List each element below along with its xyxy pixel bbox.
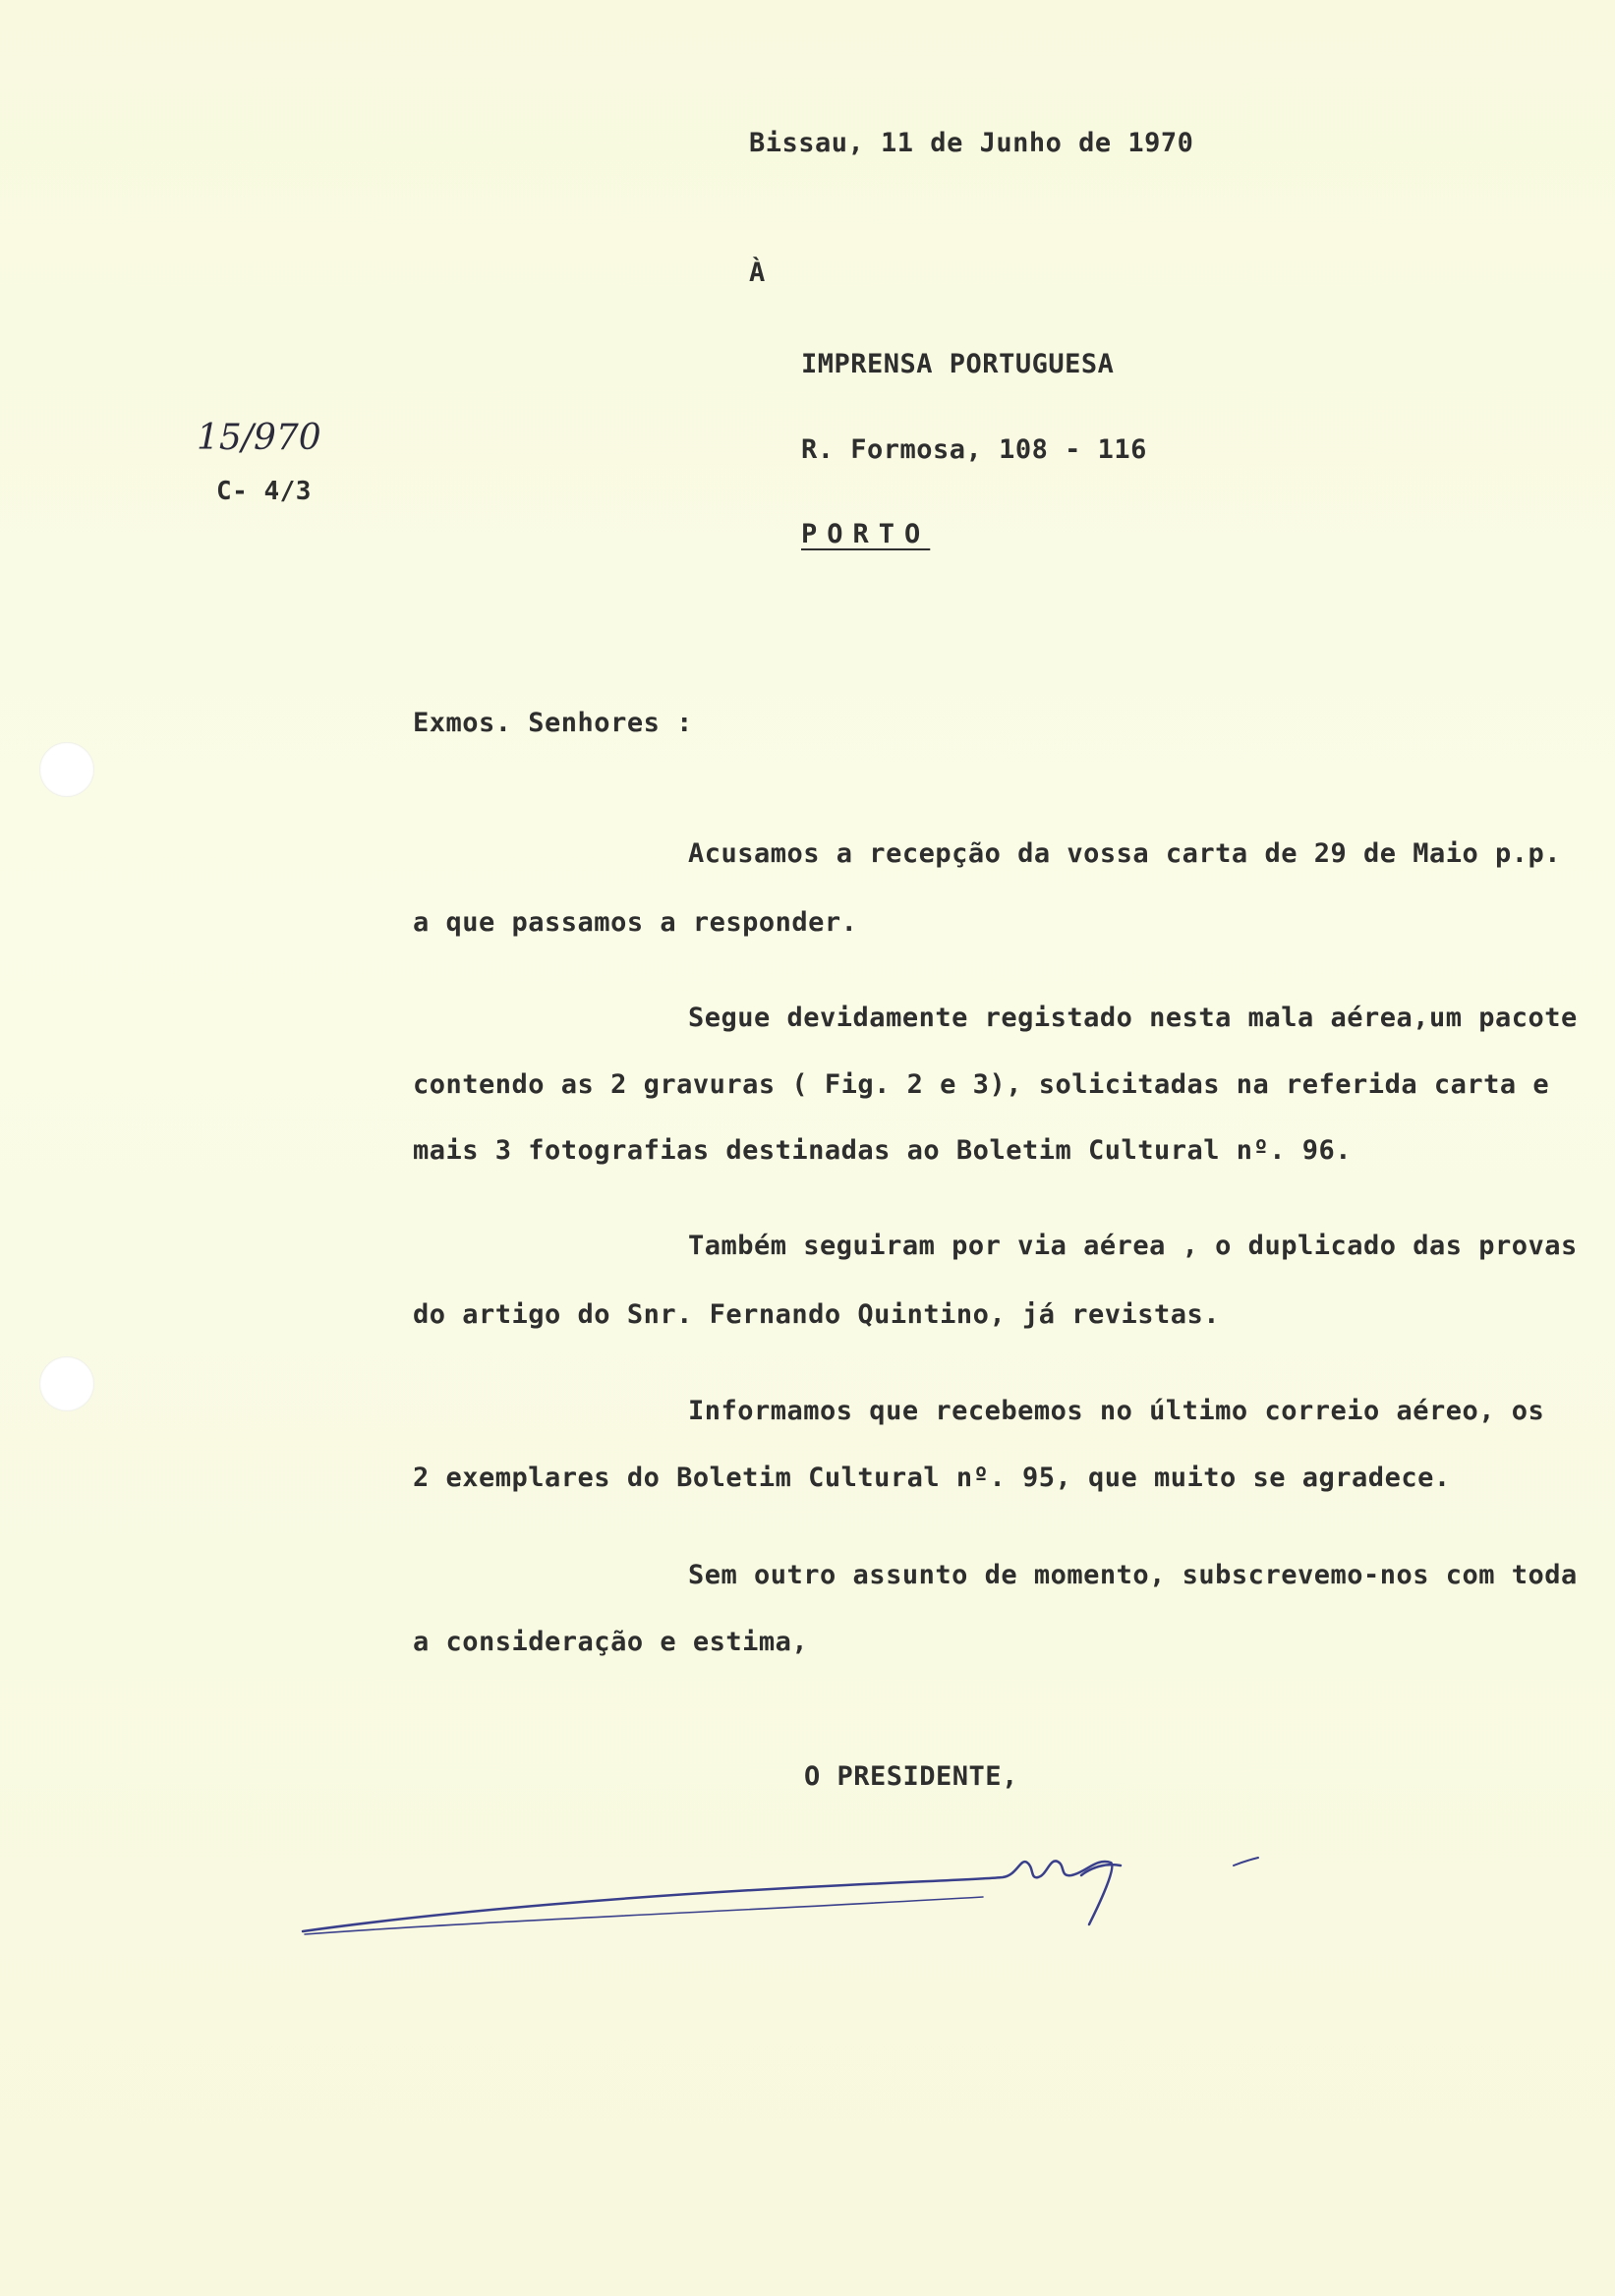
body-line: a que passamos a responder.: [413, 907, 858, 938]
punch-hole-top: [39, 742, 94, 797]
body-line: mais 3 fotografias destinadas ao Boletim Cultural nº. 96.: [413, 1135, 1353, 1166]
body-line: Acusamos a recepção da vossa carta de 29 de Maio p.p.: [688, 838, 1562, 869]
date-line: Bissau, 11 de Junho de 1970: [749, 128, 1194, 158]
closing-title: O PRESIDENTE,: [804, 1761, 1018, 1792]
to-prefix: À: [749, 258, 766, 288]
body-line: do artigo do Snr. Fernando Quintino, já revistas.: [413, 1299, 1221, 1330]
recipient-street: R. Formosa, 108 - 116: [801, 434, 1147, 465]
recipient-name: IMPRENSA PORTUGUESA: [801, 349, 1115, 379]
salutation: Exmos. Senhores :: [413, 708, 693, 738]
body-line: 2 exemplares do Boletim Cultural nº. 95, que muito se agradece.: [413, 1463, 1451, 1493]
body-line: Segue devidamente registado nesta mala aérea,um pacote: [688, 1003, 1578, 1033]
body-line: Informamos que recebemos no último correio aéreo, os: [688, 1396, 1545, 1426]
reference-code: C- 4/3: [216, 477, 312, 506]
reference-number: 15/970: [197, 418, 321, 458]
body-line: Também seguiram por via aérea , o duplicado das provas: [688, 1231, 1578, 1261]
body-line: contendo as 2 gravuras ( Fig. 2 e 3), solicitadas na referida carta e: [413, 1069, 1550, 1100]
signature: [295, 1818, 1278, 1956]
punch-hole-bottom: [39, 1356, 94, 1411]
body-line: a consideração e estima,: [413, 1627, 809, 1657]
recipient-city: PORTO: [801, 519, 931, 549]
body-line: Sem outro assunto de momento, subscrevemo-nos com toda: [688, 1560, 1578, 1590]
